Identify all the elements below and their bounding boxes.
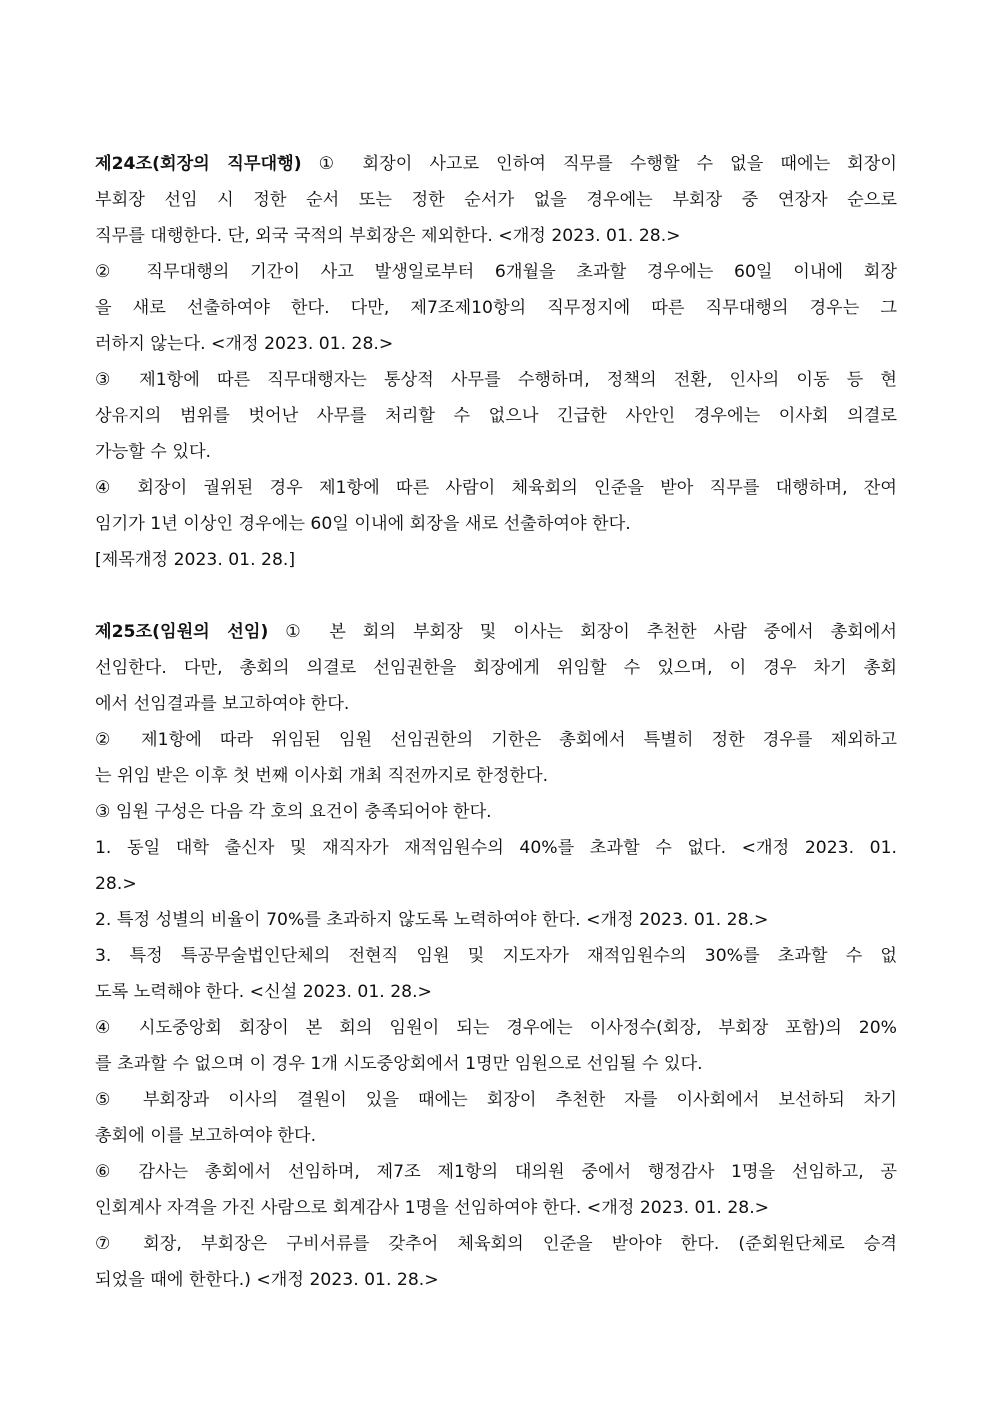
article-24-text: ① 회장이 사고로 인하여 직무를 수행할 수 없을 때에는 회장이: [301, 154, 897, 174]
article-25-line-5: 는 위임 받은 이후 첫 번째 이사회 개최 직전까지로 한정한다.: [95, 766, 549, 786]
article-25-line-16: ⑥ 감사는 총회에서 선임하며, 제7조 제1항의 대의원 중에서 행정감사 1명을 선임하고, 공: [95, 1162, 897, 1182]
article-24-line-10: ④ 회장이 궐위된 경우 제1항에 따른 사람이 체육회의 인준을 받아 직무를 대행하며, 잔여: [95, 478, 897, 498]
article-24-line-2: 부회장 선임 시 정한 순서 또는 정한 순서가 없을 경우에는 부회장 중 연장자 순으로: [95, 190, 897, 210]
article-25-line-4: ② 제1항에 따라 위임된 임원 선임권한의 기한은 총회에서 특별히 정한 경우를 제외하고: [95, 730, 897, 750]
article-24-title: 제24조(회장의 직무대행): [95, 154, 302, 174]
paragraph-spacer: [95, 578, 897, 614]
article-25-line-7: 1. 동일 대학 출신자 및 재직자가 재적임원수의 40%를 초과할 수 없다. <개정 2023. 01.: [95, 838, 897, 858]
article-25-line-1: [95, 614, 897, 650]
article-25-text: ① 본 회의 부회장 및 이사는 회장이 추천한 사람 중에서 총회에서: [268, 622, 897, 642]
article-25-line-17: 인회계사 자격을 가진 사람으로 회계감사 1명을 선임하여야 한다. <개정 2023. 01. 28.>: [95, 1198, 770, 1218]
article-25-title: 제25조(임원의 선임): [95, 622, 269, 642]
article-25-line-10: 3. 특정 특공무술법인단체의 전현직 임원 및 지도자가 재적임원수의 30%를 초과할 수 없: [95, 946, 897, 966]
article-24-line-5: 을 새로 선출하여야 한다. 다만, 제7조제10항의 직무정지에 따른 직무대행의 경우는 그: [95, 298, 897, 318]
article-24-line-6: 러하지 않는다. <개정 2023. 01. 28.>: [95, 334, 394, 354]
article-24-line-4: ② 직무대행의 기간이 사고 발생일로부터 6개월을 초과할 경우에는 60일 이내에 회장: [95, 262, 897, 282]
document-page: [95, 146, 897, 1298]
article-24-line-12: [제목개정 2023. 01. 28.]: [95, 550, 296, 570]
article-25-line-2: 선임한다. 다만, 총회의 의결로 선임권한을 회장에게 위임할 수 있으며, 이 경우 차기 총회: [95, 658, 897, 678]
article-25-line-18: ⑦ 회장, 부회장은 구비서류를 갖추어 체육회의 인준을 받아야 한다. (준회원단체로 승격: [95, 1234, 897, 1254]
article-25-line-11: 도록 노력해야 한다. <신설 2023. 01. 28.>: [95, 982, 432, 1002]
article-24-line-1: [95, 146, 897, 182]
article-25-line-15: 총회에 이를 보고하여야 한다.: [95, 1126, 317, 1146]
article-25-line-9: 2. 특정 성별의 비율이 70%를 초과하지 않도록 노력하여야 한다. <개정 2023. 01. 28.>: [95, 910, 769, 930]
article-25-line-3: 에서 선임결과를 보고하여야 한다.: [95, 694, 350, 714]
article-25-line-13: 를 초과할 수 없으며 이 경우 1개 시도중앙회에서 1명만 임원으로 선임될 수 있다.: [95, 1054, 703, 1074]
article-25-line-8: 28.>: [95, 874, 137, 894]
article-25-line-19: 되었을 때에 한한다.) <개정 2023. 01. 28.>: [95, 1270, 439, 1290]
article-24-line-8: 상유지의 범위를 벗어난 사무를 처리할 수 없으나 긴급한 사안인 경우에는 이사회 의결로: [95, 406, 897, 426]
article-25-line-14: ⑤ 부회장과 이사의 결원이 있을 때에는 회장이 추천한 자를 이사회에서 보선하되 차기: [95, 1090, 897, 1110]
article-24-line-11: 임기가 1년 이상인 경우에는 60일 이내에 회장을 새로 선출하여야 한다.: [95, 514, 631, 534]
article-25-line-6: ③ 임원 구성은 다음 각 호의 요건이 충족되어야 한다.: [95, 802, 492, 822]
article-24-line-9: 가능할 수 있다.: [95, 442, 212, 462]
article-24-line-3: 직무를 대행한다. 단, 외국 국적의 부회장은 제외한다. <개정 2023. 01. 28.>: [95, 226, 681, 246]
article-25-line-12: ④ 시도중앙회 회장이 본 회의 임원이 되는 경우에는 이사정수(회장, 부회장 포함)의 20%: [95, 1018, 897, 1038]
article-24-line-7: ③ 제1항에 따른 직무대행자는 통상적 사무를 수행하며, 정책의 전환, 인사의 이동 등 현: [95, 370, 897, 390]
